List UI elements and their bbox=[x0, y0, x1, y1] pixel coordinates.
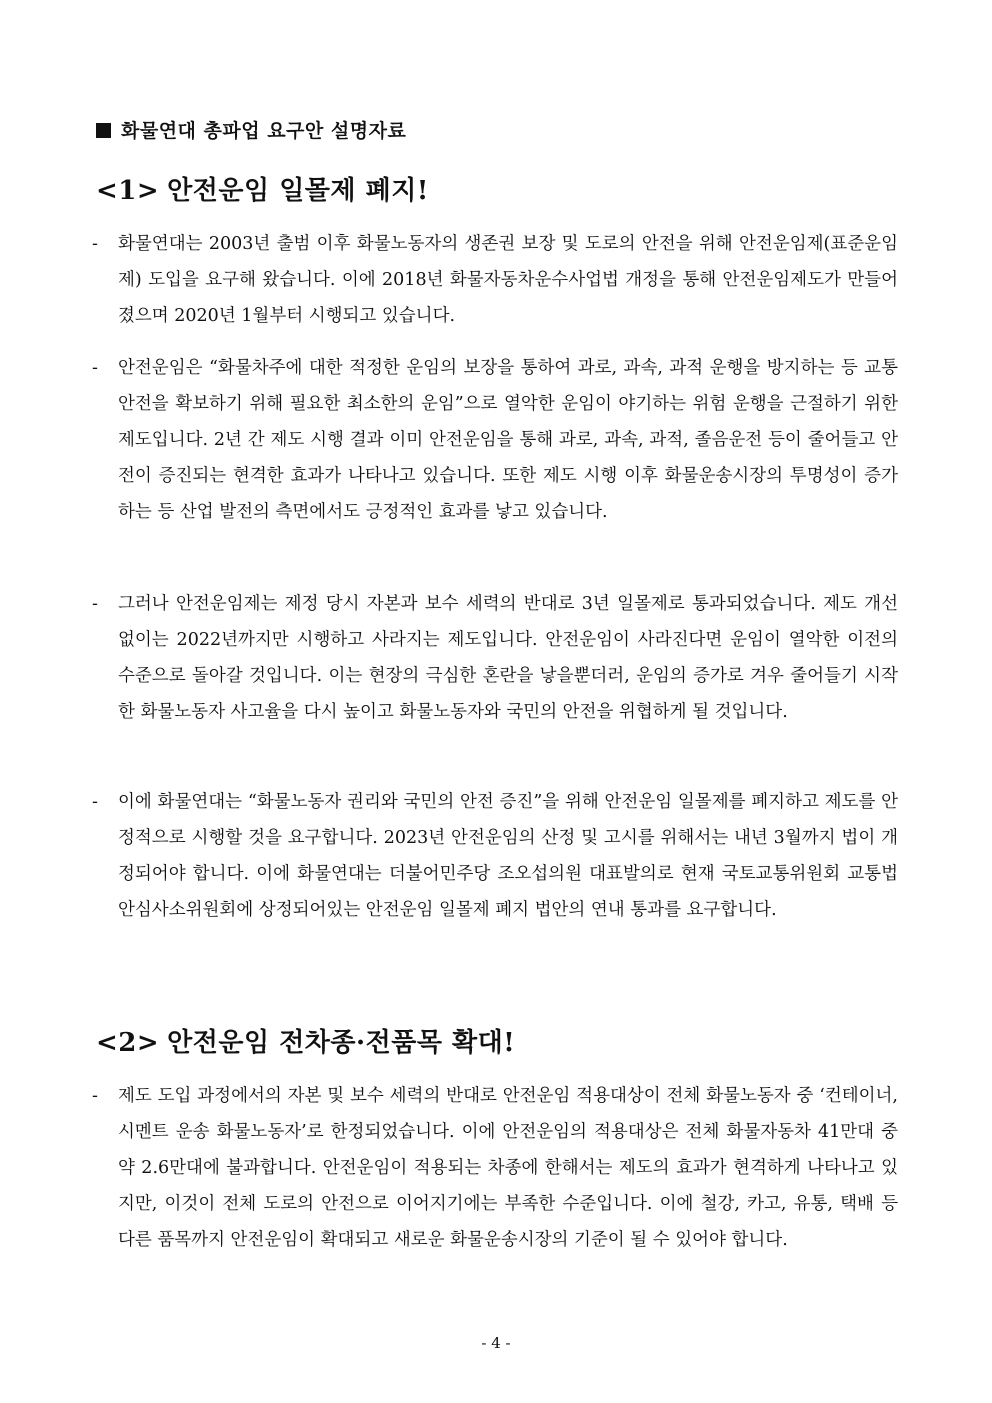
document-title-text: 화물연대 총파업 요구안 설명자료 bbox=[121, 120, 407, 142]
document-title bbox=[96, 116, 406, 143]
section-1-title: 안전운임 일몰제 폐지! bbox=[167, 176, 429, 206]
black-square-icon bbox=[96, 123, 111, 138]
bullet-dash: - bbox=[92, 1086, 98, 1106]
bullet-dash: - bbox=[92, 594, 98, 614]
paragraph-text: 화물연대는 2003년 출범 이후 화물노동자의 생존권 보장 및 도로의 안전을 위해 안전운임제(표준운임제) 도입을 요구해 왔습니다. 이에 2018년 화물자동차운수사업법 개정을 통해 안전운임제도가 만들어졌으며 2020년 1월부터 시행되고 있습니다. bbox=[118, 234, 898, 326]
section-2-number: <2> bbox=[96, 1028, 160, 1058]
page-number: - 4 - bbox=[481, 1334, 511, 1352]
section-2-paragraph-1 bbox=[92, 1078, 898, 1258]
paragraph-text: 제도 도입 과정에서의 자본 및 보수 세력의 반대로 안전운임 적용대상이 전체 화물노동자 중 ‘컨테이너, 시멘트 운송 화물노동자’로 한정되었습니다. 이에 안전운임의 적용대상은 전체 화물자동차 41만대 중 약 2.6만대에 불과합니다. 안전운임이 적용되는 차종에 한해서는 제도의 효과가 현격하게 나타나고 있지만, 이것이 전체 도로의 안전으로 이어지기에는 부족한 수준입니다. 이에 철강, 카고, 유통, 택배 등 다른 품목까지 안전운임이 확대되고 새로운 화물운송시장의 기준이 될 수 있어야 합니다. bbox=[118, 1086, 898, 1250]
section-1-paragraph-2 bbox=[92, 350, 898, 530]
section-1-paragraph-1 bbox=[92, 226, 898, 334]
paragraph-text: 그러나 안전운임제는 제정 당시 자본과 보수 세력의 반대로 3년 일몰제로 통과되었습니다. 제도 개선 없이는 2022년까지만 시행하고 사라지는 제도입니다. 안전운임이 사라진다면 운임이 열악한 이전의 수준으로 돌아갈 것입니다. 이는 현장의 극심한 혼란을 낳을뿐더러, 운임의 증가로 겨우 줄어들기 시작한 화물노동자 사고율을 다시 높이고 화물노동자와 국민의 안전을 위협하게 될 것입니다. bbox=[118, 594, 898, 722]
bullet-dash: - bbox=[92, 792, 98, 812]
bullet-dash: - bbox=[92, 234, 98, 254]
bullet-dash: - bbox=[92, 358, 98, 378]
section-2-title: 안전운임 전차종·전품목 확대! bbox=[167, 1028, 516, 1058]
paragraph-text: 안전운임은 “화물차주에 대한 적정한 운임의 보장을 통하여 과로, 과속, 과적 운행을 방지하는 등 교통안전을 확보하기 위해 필요한 최소한의 운임”으로 열악한 운임이 야기하는 위험 운행을 근절하기 위한 제도입니다. 2년 간 제도 시행 결과 이미 안전운임을 통해 과로, 과속, 과적, 졸음운전 등이 줄어들고 안전이 증진되는 현격한 효과가 나타나고 있습니다. 또한 제도 시행 이후 화물운송시장의 투명성이 증가하는 등 산업 발전의 측면에서도 긍정적인 효과를 낳고 있습니다. bbox=[118, 358, 898, 522]
paragraph-text: 이에 화물연대는 “화물노동자 권리와 국민의 안전 증진”을 위해 안전운임 일몰제를 폐지하고 제도를 안정적으로 시행할 것을 요구합니다. 2023년 안전운임의 산정 및 고시를 위해서는 내년 3월까지 법이 개정되어야 합니다. 이에 화물연대는 더불어민주당 조오섭의원 대표발의로 현재 국토교통위원회 교통법안심사소위원회에 상정되어있는 안전운임 일몰제 폐지 법안의 연내 통과를 요구합니다. bbox=[118, 792, 898, 920]
section-1-heading bbox=[96, 170, 429, 207]
section-2-heading bbox=[96, 1022, 515, 1059]
section-1-paragraph-3 bbox=[92, 586, 898, 730]
section-1-number: <1> bbox=[96, 176, 160, 206]
section-1-paragraph-4 bbox=[92, 784, 898, 928]
